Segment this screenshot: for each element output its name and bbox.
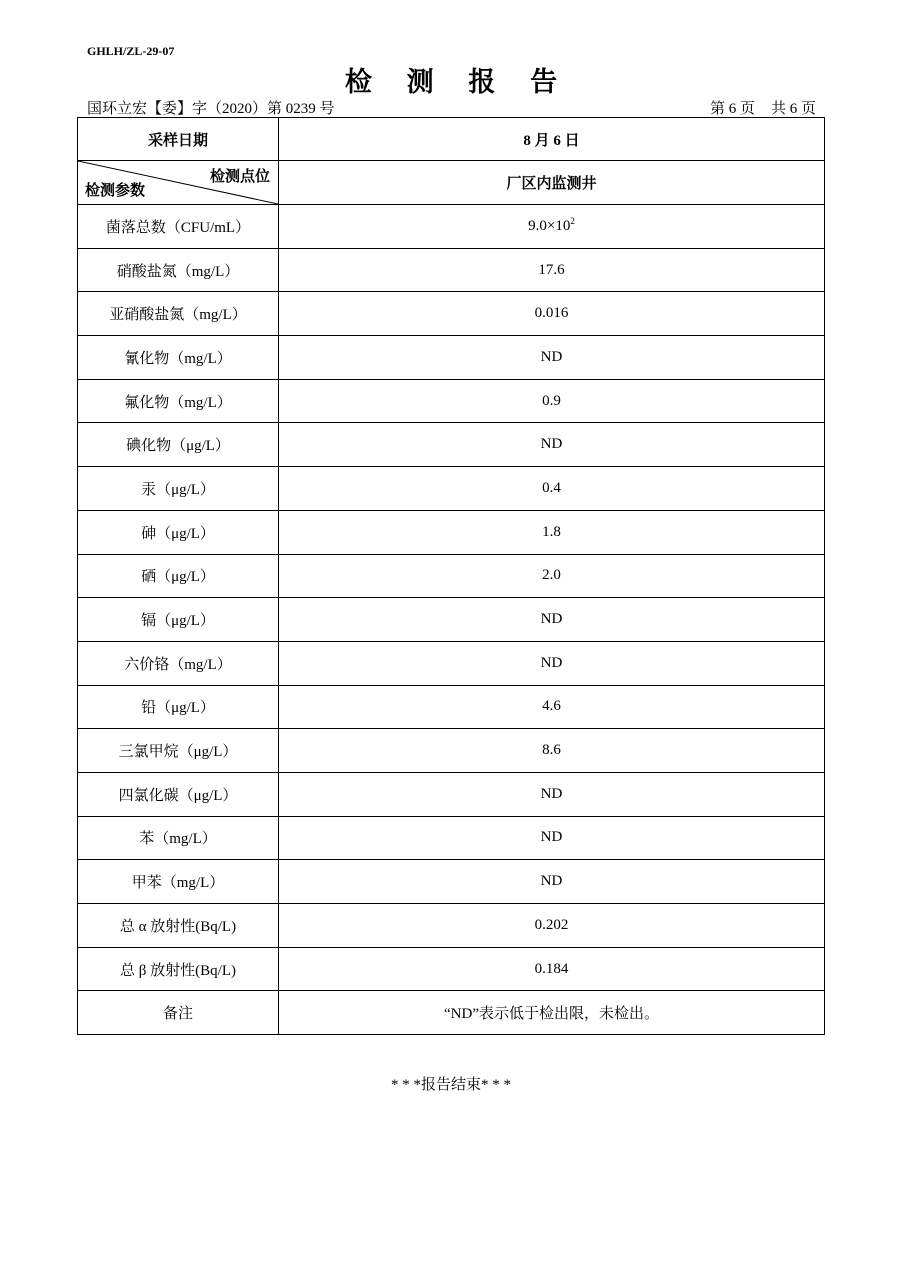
parameter-name: 镉（μg/L） <box>78 598 279 642</box>
parameter-value: 0.184 <box>279 947 825 991</box>
parameter-name: 苯（mg/L） <box>78 816 279 860</box>
table-row <box>78 641 825 685</box>
parameter-value: 1.8 <box>279 510 825 554</box>
sampling-date-value: 8 月 6 日 <box>279 118 825 161</box>
parameter-value: ND <box>279 423 825 467</box>
table-row <box>78 729 825 773</box>
parameter-value: ND <box>279 772 825 816</box>
table-row <box>78 379 825 423</box>
document-code: GHLH/ZL-29-07 <box>87 44 175 58</box>
parameter-name: 三氯甲烷（μg/L） <box>78 729 279 773</box>
parameter-name: 四氯化碳（μg/L） <box>78 772 279 816</box>
table-row <box>78 554 825 598</box>
parameter-value: 0.202 <box>279 904 825 948</box>
parameter-name: 汞（μg/L） <box>78 467 279 511</box>
table-row <box>78 685 825 729</box>
table-row <box>78 860 825 904</box>
parameter-name: 铅（μg/L） <box>78 685 279 729</box>
page-total: 共 6 页 <box>770 101 816 117</box>
parameter-name: 总 β 放射性(Bq/L) <box>78 947 279 991</box>
table-row <box>78 510 825 554</box>
parameter-name: 总 α 放射性(Bq/L) <box>78 904 279 948</box>
table-row <box>78 248 825 292</box>
table-row <box>78 598 825 642</box>
report-end-mark: * * *报告结束* * * <box>390 1077 511 1093</box>
report-title: 检 测 报 告 <box>344 67 572 97</box>
parameter-value: 0.016 <box>279 292 825 336</box>
parameter-value: 4.6 <box>279 685 825 729</box>
location-header: 检测点位 <box>209 169 270 185</box>
parameter-value: ND <box>279 641 825 685</box>
table-row <box>78 772 825 816</box>
parameter-value: 8.6 <box>279 729 825 773</box>
parameter-value: ND <box>279 860 825 904</box>
sampling-date-label: 采样日期 <box>78 118 279 161</box>
table-row <box>78 292 825 336</box>
colony-value-base: 9.0×10 <box>528 217 571 234</box>
parameter-value: ND <box>279 598 825 642</box>
parameter-name: 砷（μg/L） <box>78 510 279 554</box>
table-row <box>78 423 825 467</box>
diagonal-header-cell <box>78 161 279 205</box>
parameter-value: ND <box>279 816 825 860</box>
parameter-name: 氰化物（mg/L） <box>78 336 279 380</box>
parameter-name: 氟化物（mg/L） <box>78 379 279 423</box>
remark-value: “ND”表示低于检出限，未检出。 <box>279 991 825 1035</box>
sampling-date-row <box>78 118 825 161</box>
page-current: 第 6 页 <box>709 101 755 117</box>
table-row <box>78 467 825 511</box>
colony-value-exponent: 2 <box>570 215 575 226</box>
table-row <box>78 336 825 380</box>
results-table <box>77 117 825 1035</box>
parameter-value: 0.4 <box>279 467 825 511</box>
parameter-name: 硝酸盐氮（mg/L） <box>78 248 279 292</box>
page-info <box>704 97 816 118</box>
table-row <box>78 816 825 860</box>
parameter-value <box>279 205 825 249</box>
table-row <box>78 904 825 948</box>
parameter-value: 17.6 <box>279 248 825 292</box>
parameter-name: 亚硝酸盐氮（mg/L） <box>78 292 279 336</box>
parameter-name: 甲苯（mg/L） <box>78 860 279 904</box>
parameter-name: 菌落总数（CFU/mL） <box>78 205 279 249</box>
location-header-row <box>78 161 825 205</box>
parameter-name: 六价铬（mg/L） <box>78 641 279 685</box>
report-reference: 国环立宏【委】字（2020）第 0239 号 <box>87 101 335 117</box>
location-name: 厂区内监测井 <box>279 161 825 205</box>
remark-label: 备注 <box>78 991 279 1035</box>
parameter-value: 2.0 <box>279 554 825 598</box>
parameter-name: 硒（μg/L） <box>78 554 279 598</box>
remark-row <box>78 991 825 1035</box>
parameter-name: 碘化物（μg/L） <box>78 423 279 467</box>
parameter-header: 检测参数 <box>85 183 146 199</box>
table-row <box>78 205 825 249</box>
table-row <box>78 947 825 991</box>
parameter-value: 0.9 <box>279 379 825 423</box>
parameter-value: ND <box>279 336 825 380</box>
